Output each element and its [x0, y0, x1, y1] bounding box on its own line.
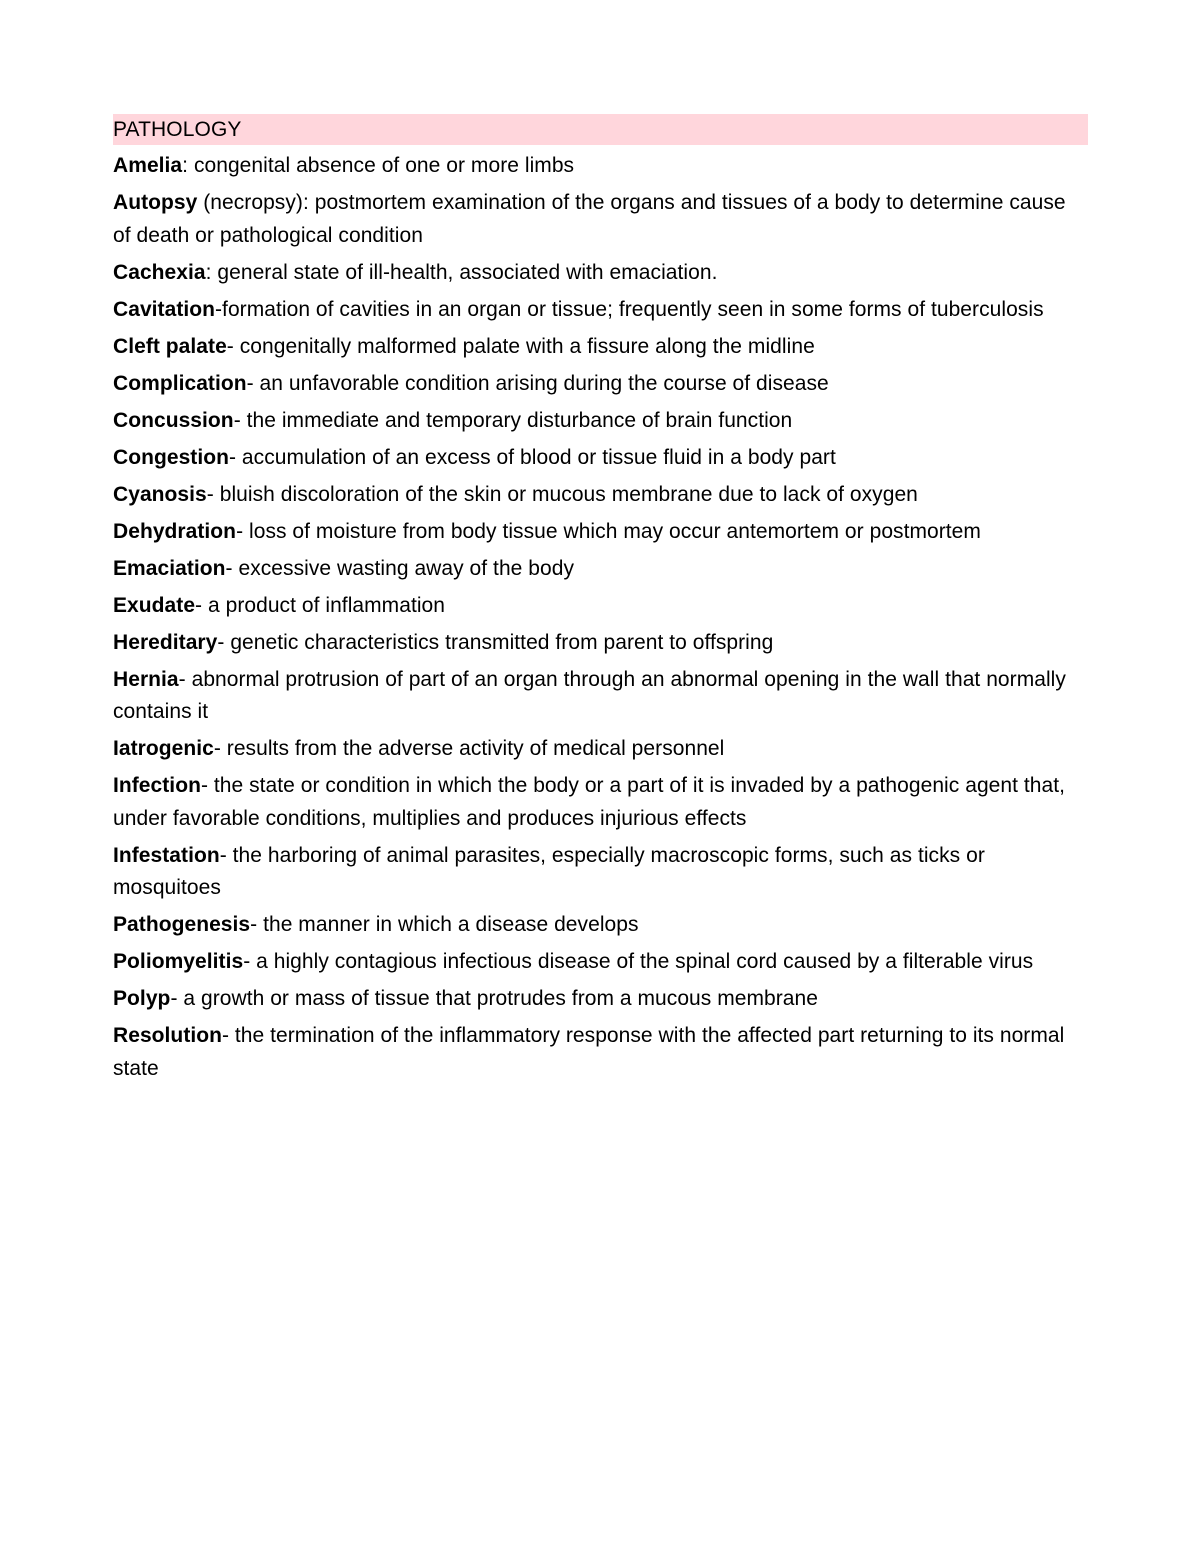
entry-definition: - the manner in which a disease develops [250, 913, 639, 936]
entry-term: Concussion [113, 408, 234, 432]
entry-term: Cleft palate [113, 334, 227, 358]
entry-definition: -formation of cavities in an organ or tissue; frequently seen in some forms of tuberculosis [215, 297, 1044, 321]
entry-term: Infection [113, 774, 201, 797]
entry-term: Poliomyelitis [113, 950, 244, 973]
entry-term: Exudate [113, 593, 196, 617]
glossary-entry [113, 516, 1088, 549]
entry-definition: - the termination of the inflammatory response with the affected part returning to its normal state [113, 1024, 1065, 1080]
glossary-entry [113, 983, 1088, 1016]
entry-definition: - an unfavorable condition arising during the course of disease [246, 371, 829, 395]
glossary-entry [113, 627, 1088, 660]
glossary-entry [113, 664, 1088, 729]
glossary-entry [113, 733, 1088, 766]
entry-term: Pathogenesis [113, 913, 251, 936]
entry-term: Autopsy [113, 191, 198, 214]
glossary-entry [113, 368, 1088, 401]
entry-definition: - genetic characteristics transmitted from parent to offspring [217, 630, 774, 654]
entry-definition: - the harboring of animal parasites, especially macroscopic forms, such as ticks or mosquitoes [113, 843, 985, 899]
document-content [113, 114, 1088, 1090]
entry-term: Cachexia [113, 260, 206, 284]
glossary-entry [113, 150, 1088, 183]
entry-definition: (necropsy): postmortem examination of the organs and tissues of a body to determine cause of death or pathological condition [113, 191, 1066, 247]
entry-term: Emaciation [113, 556, 226, 580]
glossary-entry [113, 840, 1088, 905]
entry-term: Infestation [113, 843, 220, 867]
glossary-entry [113, 770, 1088, 835]
entry-definition: - a growth or mass of tissue that protrudes from a mucous membrane [170, 987, 818, 1010]
entry-definition: - the state or condition in which the body or a part of it is invaded by a pathogenic agent that, under favorable conditions, multiplies and produces injurious effects [113, 774, 1066, 830]
entry-definition: - a highly contagious infectious disease of the spinal cord caused by a filterable virus [243, 950, 1034, 973]
glossary-entry [113, 946, 1088, 979]
entry-term: Hernia [113, 667, 179, 691]
glossary-entry [113, 909, 1088, 942]
entry-definition: - abnormal protrusion of part of an organ through an abnormal opening in the wall that normally contains it [113, 667, 1066, 723]
entry-definition: - bluish discoloration of the skin or mucous membrane due to lack of oxygen [206, 482, 918, 506]
entry-definition: : general state of ill-health, associated with emaciation. [205, 260, 718, 284]
entry-term: Polyp [113, 987, 171, 1010]
section-heading: PATHOLOGY [113, 114, 1088, 145]
entry-term: Iatrogenic [113, 737, 214, 760]
glossary-entry [113, 331, 1088, 364]
entry-definition: : congenital absence of one or more limbs [182, 154, 575, 177]
glossary-entry [113, 405, 1088, 438]
glossary-entry [113, 257, 1088, 290]
entry-term: Cavitation [113, 297, 216, 321]
entry-term: Dehydration [113, 519, 237, 543]
entry-definition: - congenitally malformed palate with a fissure along the midline [226, 334, 815, 358]
entry-term: Cyanosis [113, 482, 207, 506]
entry-term: Resolution [113, 1024, 222, 1047]
entry-definition: - accumulation of an excess of blood or tissue fluid in a body part [229, 445, 836, 469]
entry-definition: - loss of moisture from body tissue which may occur antemortem or postmortem [236, 519, 981, 543]
entry-definition: - the immediate and temporary disturbance of brain function [233, 408, 793, 432]
glossary-entry [113, 442, 1088, 475]
glossary-entry [113, 187, 1088, 252]
glossary-entry [113, 1020, 1088, 1085]
glossary-entry [113, 590, 1088, 623]
entry-definition: - excessive wasting away of the body [225, 556, 575, 580]
entry-term: Congestion [113, 445, 229, 469]
glossary-entry [113, 479, 1088, 512]
entry-term: Complication [113, 371, 247, 395]
glossary-entry [113, 294, 1088, 327]
entry-definition: - a product of inflammation [195, 593, 446, 617]
entry-term: Hereditary [113, 630, 218, 654]
entry-definition: - results from the adverse activity of medical personnel [213, 737, 725, 760]
entry-term: Amelia [113, 154, 183, 177]
glossary-entry [113, 553, 1088, 586]
